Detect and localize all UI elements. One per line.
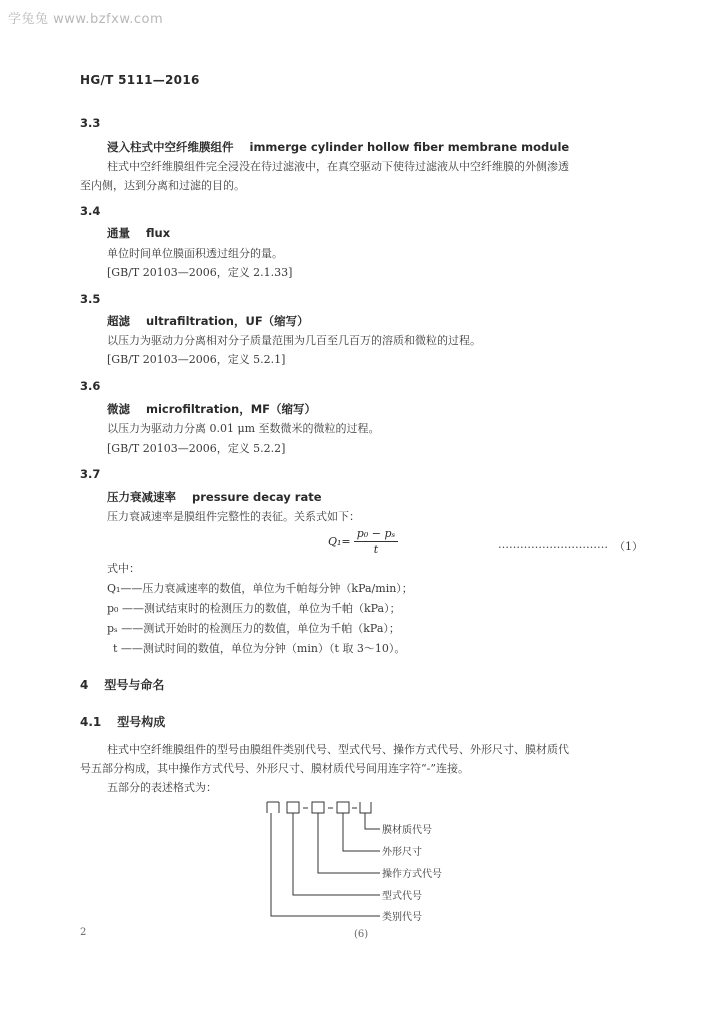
leader-line-material <box>365 813 380 829</box>
reference: [GB/T 20103—2006，定义 5.2.1] <box>107 353 286 366</box>
term-cn: 微滤 <box>107 402 130 416</box>
definition-line: 压力衰减速率是膜组件完整性的表征。关系式如下： <box>107 510 360 523</box>
term-en: microfiltration，MF（缩写） <box>146 402 317 416</box>
chapter-title: 型号与命名 <box>104 678 165 692</box>
code-box-category <box>267 802 279 813</box>
where-label: 式中： <box>107 562 140 575</box>
leader-dots: ………………………… <box>498 538 608 551</box>
paragraph-line: 五部分的表述格式为： <box>107 781 217 794</box>
leader-line-category <box>271 813 380 916</box>
watermark: 学兔兔 www.bzfxw.com <box>8 12 164 27</box>
diagram-label: 操作方式代号 <box>382 869 442 880</box>
leader-line-type <box>293 813 380 895</box>
chapter-number: 4 <box>80 678 89 692</box>
term-en: ultrafiltration，UF（缩写） <box>146 314 309 328</box>
reference: [GB/T 20103—2006，定义 5.2.2] <box>107 442 286 455</box>
term-cn: 超滤 <box>107 314 130 328</box>
code-box-size <box>337 802 349 813</box>
diagram-label: 类别代号 <box>382 912 422 923</box>
diagram-label: 膜材质代号 <box>382 825 432 836</box>
definition-line: 以压力为驱动力分离 0.01 μm 至数微米的微粒的过程。 <box>107 422 380 435</box>
code-box-type <box>287 802 299 813</box>
section-number: 3.5 <box>80 292 101 306</box>
term-cn: 浸入柱式中空纤维膜组件 <box>107 140 234 154</box>
section-number: 3.7 <box>80 467 101 481</box>
section-number: 3.6 <box>80 379 101 393</box>
code-box-operation <box>312 802 324 813</box>
term-en: immerge cylinder hollow fiber membrane module <box>249 140 570 154</box>
paragraph-line: 号五部分构成，其中操作方式代号、外形尺寸、膜材质代号间用连字符“-”连接。 <box>80 762 469 775</box>
term-cn: 通量 <box>107 226 130 240</box>
definition-line: 柱式中空纤维膜组件完全浸没在待过滤液中，在真空驱动下使待过滤液从中空纤维膜的外侧渗透 <box>107 160 569 173</box>
section-number: 3.3 <box>80 116 101 130</box>
formula-numerator: p₀ − pₛ <box>356 527 396 540</box>
term-en: pressure decay rate <box>192 490 322 504</box>
leader-line-size <box>343 813 380 851</box>
leader-line-operation <box>318 813 380 873</box>
definition-line: 以压力为驱动力分离相对分子质量范围为几百至几百万的溶质和微粒的过程。 <box>107 334 481 347</box>
definition-line: 至内侧，达到分离和过滤的目的。 <box>80 179 245 192</box>
code-box-material <box>360 802 371 813</box>
variable-line: pₛ ——测试开始时的检测压力的数值，单位为千帕（kPa）； <box>107 622 400 635</box>
section-number: 4.1 <box>80 715 102 729</box>
variable-line: Q₁——压力衰减速率的数值，单位为千帕每分钟（kPa/min）； <box>107 582 413 595</box>
term-cn: 压力衰减速率 <box>107 490 176 504</box>
variable-line: t ——测试时间的数值，单位为分钟（min）（t 取 3～10）。 <box>113 642 406 655</box>
paragraph-line: 柱式中空纤维膜组件的型号由膜组件类别代号、型式代号、操作方式代号、外形尺寸、膜材质代 <box>107 743 569 756</box>
formula-lhs: Q₁= <box>328 535 351 548</box>
equation-number: （1） <box>614 540 643 553</box>
section-title: 型号构成 <box>117 715 166 729</box>
term-en: flux <box>146 226 171 240</box>
diagram-label: 外形尺寸 <box>382 847 422 858</box>
formula-denominator: t <box>373 543 379 556</box>
page-number: 2 <box>80 927 87 938</box>
section-number: 3.4 <box>80 204 101 218</box>
variable-line: p₀ ——测试结束时的检测压力的数值，单位为千帕（kPa）； <box>107 602 401 615</box>
standard-number: HG/T 5111—2016 <box>80 73 200 87</box>
definition-line: 单位时间单位膜面积透过组分的量。 <box>107 247 283 260</box>
diagram-label: 型式代号 <box>382 891 422 902</box>
reference: [GB/T 20103—2006，定义 2.1.33] <box>107 266 293 279</box>
page-mark: (6) <box>354 929 369 940</box>
